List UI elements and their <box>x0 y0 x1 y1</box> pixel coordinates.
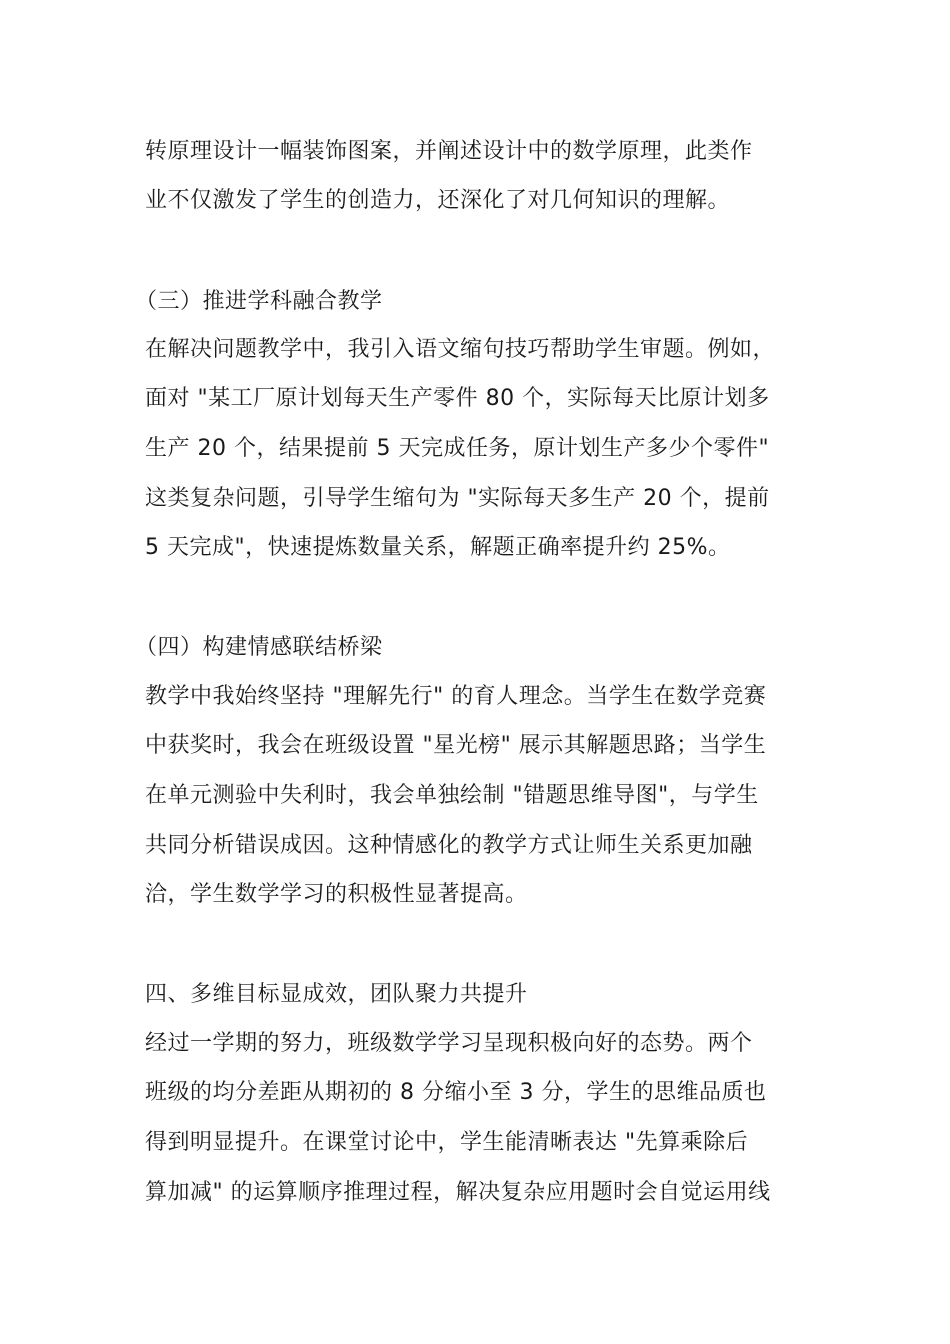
paragraph-line: 在单元测验中失利时，我会单独绘制 "错题思维导图"，与学生 <box>145 783 759 808</box>
paragraph-line: 面对 "某工厂原计划每天生产零件 80 个，实际每天比原计划多 <box>145 386 770 411</box>
paragraph-line: 算加减" 的运算顺序推理过程，解决复杂应用题时会自觉运用线 <box>145 1180 771 1205</box>
section-heading: （三）推进学科融合教学 <box>135 289 383 314</box>
paragraph-line: 班级的均分差距从期初的 8 分缩小至 3 分，学生的思维品质也 <box>145 1080 767 1105</box>
paragraph-line: 共同分析错误成因。这种情感化的教学方式让师生关系更加融 <box>145 833 753 858</box>
paragraph-line: 洽，学生数学学习的积极性显著提高。 <box>145 882 528 907</box>
section-heading: （四）构建情感联结桥梁 <box>135 635 383 660</box>
paragraph-line: 经过一学期的努力，班级数学学习呈现积极向好的态势。两个 <box>145 1031 753 1056</box>
paragraph-line: 在解决问题教学中，我引入语文缩句技巧帮助学生审题。例如， <box>145 337 776 362</box>
paragraph-line: 得到明显提升。在课堂讨论中，学生能清晰表达 "先算乘除后 <box>145 1130 749 1155</box>
paragraph-line: 中获奖时，我会在班级设置 "星光榜" 展示其解题思路；当学生 <box>145 733 767 758</box>
paragraph-line: 业不仅激发了学生的创造力，还深化了对几何知识的理解。 <box>145 188 731 213</box>
paragraph-line: 教学中我始终坚持 "理解先行" 的育人理念。当学生在数学竞赛 <box>145 684 767 709</box>
paragraph-line: 生产 20 个，结果提前 5 天完成任务，原计划生产多少个零件" <box>145 436 770 461</box>
part-heading: 四、多维目标显成效，团队聚力共提升 <box>145 982 528 1007</box>
paragraph-line: 转原理设计一幅装饰图案，并阐述设计中的数学原理，此类作 <box>145 139 753 164</box>
paragraph-line: 这类复杂问题，引导学生缩句为 "实际每天多生产 20 个，提前 <box>145 486 770 511</box>
paragraph-line: 5 天完成"，快速提炼数量关系，解题正确率提升约 25%。 <box>145 535 731 560</box>
